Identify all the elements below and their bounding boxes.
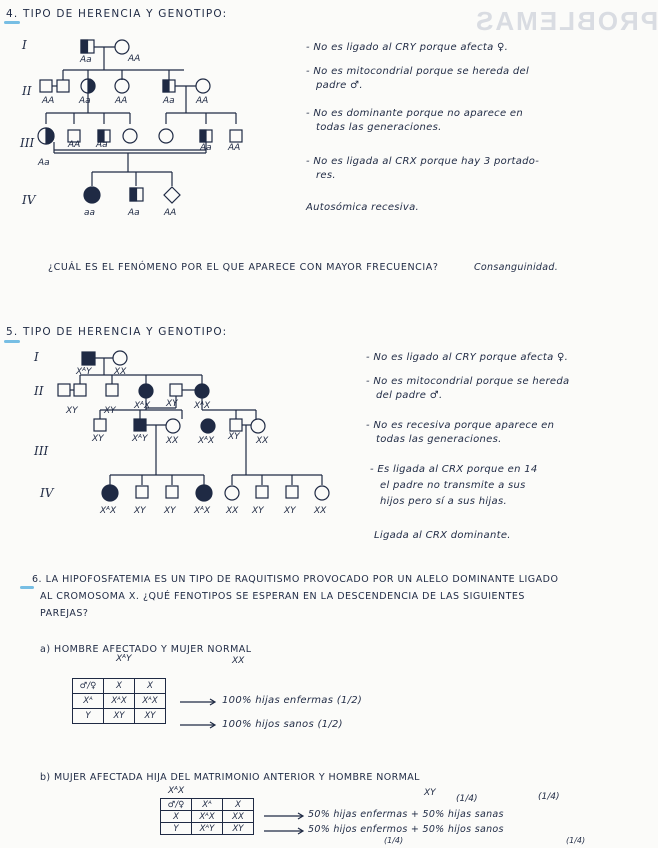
p5-iv4-affected bbox=[196, 485, 212, 501]
p5-iv8-female bbox=[315, 486, 329, 500]
p5-geno-iv1: XᴬX bbox=[100, 506, 117, 516]
p5-iii5-male bbox=[230, 419, 242, 431]
p5-geno-i2: XX bbox=[114, 367, 127, 377]
p5-ii4-male bbox=[170, 384, 182, 396]
p4-geno-i1: Aa bbox=[80, 55, 92, 65]
p6b-punnett-square bbox=[160, 798, 254, 835]
p4-geno-ii2: Aa bbox=[79, 96, 91, 106]
p5-iv7-male bbox=[286, 486, 298, 498]
p4-iii-female bbox=[123, 129, 137, 143]
p5-note-2: - No es mitocondrial porque se hereda bbox=[366, 376, 570, 387]
p4-gen-label-4: IV bbox=[22, 193, 36, 207]
p6-intro-line-2: AL CROMOSOMA X. ¿QUÉ FENOTIPOS SE ESPERAN EN LA DESCENDENCIA DE LAS SIGUIENTES bbox=[40, 591, 525, 602]
p6b-label: b) MUJER AFECTADA HIJA DEL MATRIMONIO ANTERIOR Y HOMBRE NORMAL bbox=[40, 772, 420, 783]
p6b-cell: XY bbox=[223, 823, 254, 835]
p4-geno-iii5: AA bbox=[228, 143, 241, 153]
p5-geno-iv2: XY bbox=[134, 506, 146, 516]
p4-note-1: - No es ligado al CRY porque afecta ♀. bbox=[306, 42, 509, 53]
p5-note-1: - No es ligado al CRY porque afecta ♀. bbox=[366, 352, 569, 363]
p5-gen-label-2: II bbox=[34, 384, 44, 398]
p4-note-3: padre ♂. bbox=[316, 80, 363, 91]
p5-geno-iii1: XY bbox=[92, 434, 104, 444]
p5-i2-female bbox=[113, 351, 127, 365]
p5-geno-iii3: XX bbox=[166, 436, 179, 446]
p5-geno-iv7: XY bbox=[284, 506, 296, 516]
p6b-cell: ♂/♀ bbox=[161, 799, 192, 811]
p6-intro-line-1: 6. LA HIPOFOSFATEMIA ES UN TIPO DE RAQUITISMO PROVOCADO POR UN ALELO DOMINANTE LIGADO bbox=[32, 574, 559, 585]
p4-iv1-affected bbox=[84, 187, 100, 203]
p5-geno-i1: XᴬY bbox=[76, 367, 92, 377]
p4-geno-iv2: Aa bbox=[128, 208, 140, 218]
p4-note-5: todas las generaciones. bbox=[316, 122, 442, 133]
p5-iv3-male bbox=[166, 486, 178, 498]
p4-ii3-female bbox=[115, 79, 129, 93]
p4-geno-iv1: aa bbox=[84, 208, 96, 218]
p5-iv2-male bbox=[136, 486, 148, 498]
p5-note-5: todas las generaciones. bbox=[376, 434, 502, 445]
p6a-result-2: 100% hijos sanos (1/2) bbox=[222, 719, 343, 730]
p5-iv1-affected bbox=[102, 485, 118, 501]
p5-note-4: - No es recesiva porque aparece en bbox=[366, 420, 555, 431]
p5-geno-iii2: XᴬY bbox=[132, 434, 148, 444]
p5-geno-iv3: XY bbox=[164, 506, 176, 516]
p6b-cell: Y bbox=[161, 823, 192, 835]
p5-geno-ii5: XᴬX bbox=[194, 401, 211, 411]
p5-geno-iv4: XᴬX bbox=[194, 506, 211, 516]
p4-question: ¿CUÁL ES EL FENÓMENO POR EL QUE APARECE CON MAYOR FRECUENCIA? bbox=[48, 262, 439, 273]
p5-iii4-female-affected bbox=[201, 419, 215, 433]
p5-geno-ii4: XY bbox=[166, 399, 178, 409]
p5-number-highlight bbox=[4, 340, 20, 343]
p4-title: 4. TIPO DE HERENCIA Y GENOTIPO: bbox=[6, 8, 228, 20]
p5-ii3-female-affected bbox=[139, 384, 153, 398]
ghost-title: PROBLEMAS bbox=[474, 6, 658, 36]
p5-gen-label-3: III bbox=[34, 444, 49, 458]
p5-iii2-male-affected bbox=[134, 419, 146, 431]
p5-iv6-male bbox=[256, 486, 268, 498]
p6b-result-2: 50% hijos enfermos + 50% hijos sanos bbox=[308, 824, 504, 835]
p6a-female-genotype: XX bbox=[232, 656, 245, 666]
p6-intro-line-3: PAREJAS? bbox=[40, 608, 89, 619]
p6a-male-genotype: XᴬY bbox=[116, 654, 132, 664]
p5-title: 5. TIPO DE HERENCIA Y GENOTIPO: bbox=[6, 326, 228, 338]
p4-conclusion: Autosómica recesiva. bbox=[306, 202, 419, 213]
p5-note-3: del padre ♂. bbox=[376, 390, 443, 401]
p5-iv5-female bbox=[225, 486, 239, 500]
p6a-cell: Xᴬ bbox=[73, 694, 104, 709]
p6a-cell: XY bbox=[104, 709, 135, 724]
p6b-ratio-male: (1/4) bbox=[538, 792, 560, 802]
p6b-female-genotype: XᴬX bbox=[168, 786, 185, 796]
p5-note-8: hijos pero sí a sus hijas. bbox=[380, 496, 507, 507]
p5-gen-label-1: I bbox=[34, 350, 39, 364]
p6b-cell: X bbox=[161, 811, 192, 823]
p5-gen-label-4: IV bbox=[40, 486, 54, 500]
p4-ii1-male bbox=[57, 80, 69, 92]
p4-gen-label-3: III bbox=[20, 136, 35, 150]
p5-geno-ii2: XY bbox=[104, 406, 116, 416]
p5-ii0-male bbox=[58, 384, 70, 396]
p6b-footnote-female: (1/4) bbox=[384, 836, 404, 845]
p4-geno-iv3: AA bbox=[164, 208, 177, 218]
p4-i2-female bbox=[115, 40, 129, 54]
p4-ii5-female bbox=[196, 79, 210, 93]
p6b-cell: XᴬX bbox=[192, 811, 223, 823]
p4-answer: Consanguinidad. bbox=[474, 262, 559, 273]
p5-geno-iii6: XX bbox=[256, 436, 269, 446]
p5-geno-iv5: XX bbox=[226, 506, 239, 516]
p4-iv3-unknown-sex bbox=[164, 187, 180, 203]
p4-geno-iii2: AA bbox=[68, 140, 81, 150]
p4-geno-ii3: AA bbox=[115, 96, 128, 106]
p6a-cell: Y bbox=[73, 709, 104, 724]
p4-iii-female-2 bbox=[159, 129, 173, 143]
p6a-cell: XᴬX bbox=[104, 694, 135, 709]
p4-geno-i2: AA bbox=[128, 54, 141, 64]
p4-note-7: res. bbox=[316, 170, 336, 181]
p6a-cell: X bbox=[104, 679, 135, 694]
p4-geno-iii4: Aa bbox=[200, 143, 212, 153]
p5-geno-ii1: XY bbox=[66, 406, 78, 416]
p5-geno-iv6: XY bbox=[252, 506, 264, 516]
p4-iii5-male bbox=[230, 130, 242, 142]
p5-iii3-female bbox=[166, 419, 180, 433]
p6b-cell: XᴬY bbox=[192, 823, 223, 835]
p5-iii1-male bbox=[94, 419, 106, 431]
p6a-cell: XᴬX bbox=[135, 694, 166, 709]
p5-ii1-male bbox=[74, 384, 86, 396]
p6a-cell: X bbox=[135, 679, 166, 694]
p6a-label: a) HOMBRE AFECTADO Y MUJER NORMAL bbox=[40, 644, 252, 655]
p5-iii6-female bbox=[251, 419, 265, 433]
p5-geno-iii4: XᴬX bbox=[198, 436, 215, 446]
p5-note-7: el padre no transmite a sus bbox=[380, 480, 526, 491]
p4-geno-ii5: AA bbox=[196, 96, 209, 106]
p4-geno-iii3: Aa bbox=[96, 140, 108, 150]
p5-geno-iii5: XY bbox=[228, 432, 240, 442]
p6a-punnett-square bbox=[72, 678, 166, 724]
p4-geno-ii1: AA bbox=[42, 96, 55, 106]
p6a-cell: ♂/♀ bbox=[73, 679, 104, 694]
p4-geno-iii1: Aa bbox=[38, 158, 50, 168]
p6b-footnote-male: (1/4) bbox=[566, 836, 586, 845]
p4-note-4: - No es dominante porque no aparece en bbox=[306, 108, 523, 119]
p5-ii2-male bbox=[106, 384, 118, 396]
p6b-result-1: 50% hijas enfermas + 50% hijas sanas bbox=[308, 809, 504, 820]
p6a-cell: XY bbox=[135, 709, 166, 724]
p5-note-6: - Es ligada al CRX porque en 14 bbox=[370, 464, 538, 475]
p6a-result-1: 100% hijas enfermas (1/2) bbox=[222, 695, 363, 706]
p5-conclusion: Ligada al CRX dominante. bbox=[374, 530, 511, 541]
p6b-ratio-female: (1/4) bbox=[456, 794, 478, 804]
p4-gen-label-2: II bbox=[22, 84, 32, 98]
p4-note-2: - No es mitocondrial porque se hereda del bbox=[306, 66, 530, 77]
p6-number-highlight bbox=[20, 586, 34, 589]
p4-geno-ii4: Aa bbox=[163, 96, 175, 106]
p5-geno-iv8: XX bbox=[314, 506, 327, 516]
p6b-cell: XX bbox=[223, 811, 254, 823]
p5-geno-ii3: XᴬX bbox=[134, 401, 151, 411]
p6b-cell: Xᴬ bbox=[192, 799, 223, 811]
p4-gen-label-1: I bbox=[22, 38, 27, 52]
p4-note-6: - No es ligada al CRX porque hay 3 portado- bbox=[306, 156, 540, 167]
p4-ii0-male bbox=[40, 80, 52, 92]
p6b-male-genotype: XY bbox=[424, 788, 436, 798]
p5-i1-male-affected bbox=[82, 352, 95, 365]
p6b-cell: X bbox=[223, 799, 254, 811]
p5-ii5-female-affected bbox=[195, 384, 209, 398]
